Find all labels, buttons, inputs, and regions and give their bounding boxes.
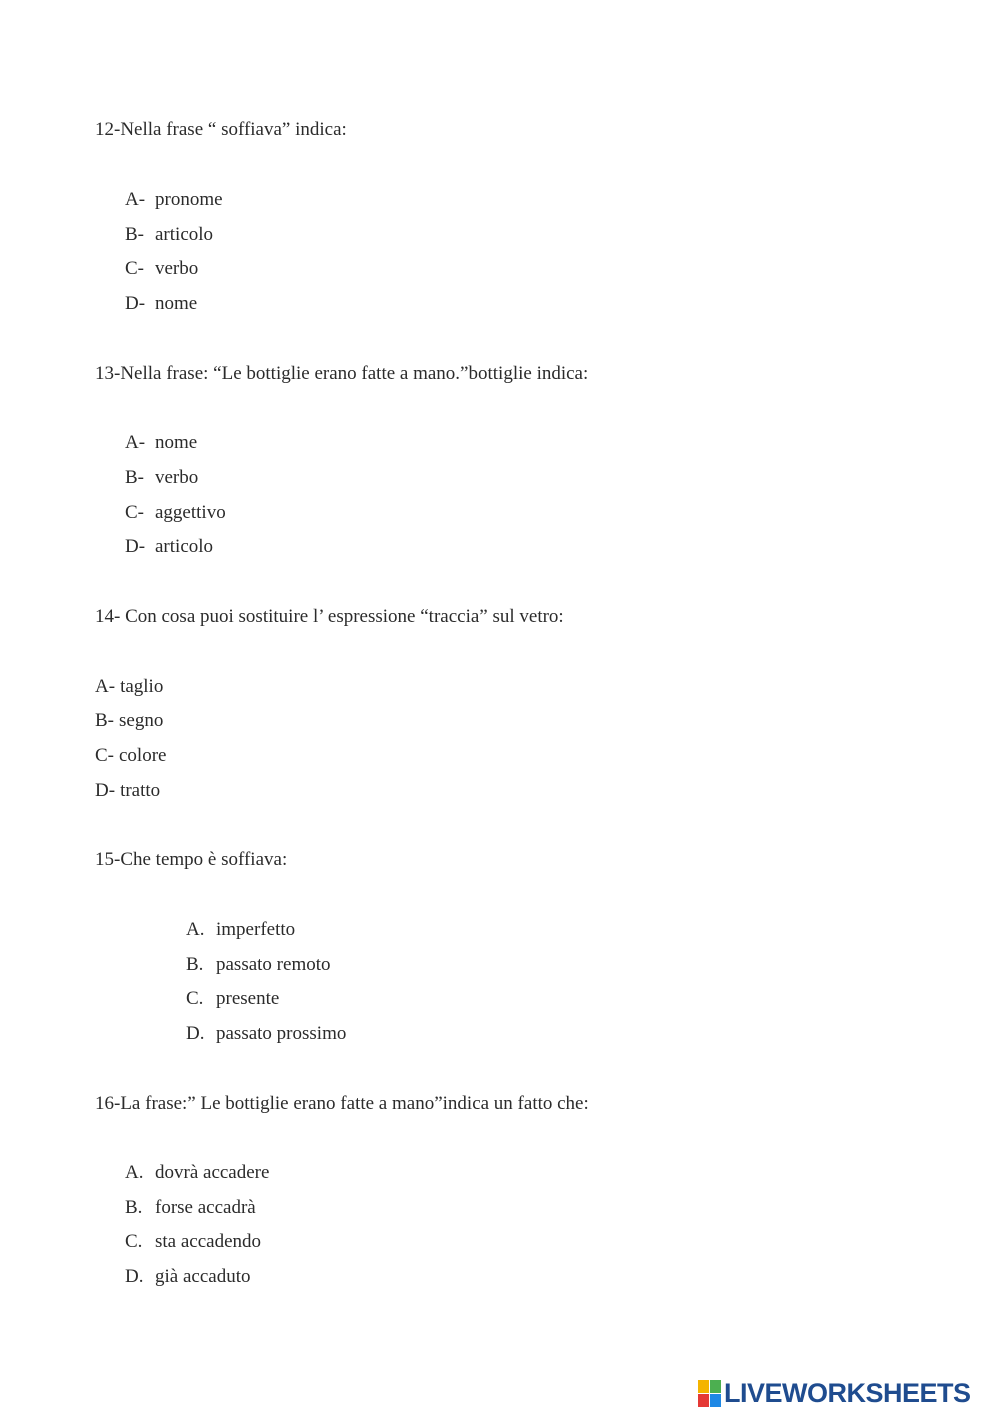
- question-12-option-d[interactable]: [125, 292, 197, 316]
- liveworksheets-logo-icon: [698, 1379, 722, 1407]
- option-letter: B-: [95, 710, 114, 731]
- option-text: colore: [119, 745, 167, 766]
- option-text: verbo: [155, 467, 199, 488]
- option-letter: D.: [186, 1023, 205, 1044]
- question-16-prompt: 16-La frase:” Le bottiglie erano fatte a mano”indica un fatto che:: [95, 1093, 589, 1114]
- liveworksheets-logo-text: LIVEWORKSHEETS: [724, 1378, 971, 1408]
- logo-square-green: [710, 1380, 721, 1393]
- question-15-option-c[interactable]: [186, 987, 279, 1011]
- option-letter: C-: [95, 745, 114, 766]
- question-13-option-c[interactable]: [125, 501, 226, 525]
- option-letter: A.: [125, 1162, 144, 1183]
- question-13-option-a[interactable]: [125, 431, 197, 455]
- option-letter: A.: [186, 919, 205, 940]
- option-text: forse accadrà: [155, 1197, 256, 1218]
- question-13-prompt: 13-Nella frase: “Le bottiglie erano fatte a mano.”bottiglie indica:: [95, 363, 589, 384]
- liveworksheets-logo[interactable]: [698, 1378, 971, 1408]
- question-14-option-c[interactable]: [95, 744, 166, 768]
- question-15-option-b[interactable]: [186, 953, 331, 977]
- option-text: sta accadendo: [155, 1231, 262, 1252]
- option-text: tratto: [120, 780, 161, 801]
- option-letter: D.: [125, 1266, 144, 1287]
- question-12-option-a[interactable]: [125, 188, 223, 212]
- question-14-option-b[interactable]: [95, 709, 163, 733]
- question-16-option-a[interactable]: [125, 1161, 269, 1185]
- question-12-option-c[interactable]: [125, 257, 198, 281]
- question-16-option-c[interactable]: [125, 1230, 261, 1254]
- option-letter: C-: [125, 502, 144, 523]
- question-16-option-b[interactable]: [125, 1196, 256, 1220]
- option-letter: D-: [95, 780, 116, 801]
- logo-square-blue: [710, 1394, 721, 1407]
- option-text: dovrà accadere: [155, 1162, 270, 1183]
- question-13-option-b[interactable]: [125, 466, 198, 490]
- question-16-option-d[interactable]: [125, 1265, 250, 1289]
- logo-square-yellow: [698, 1380, 709, 1393]
- option-text: già accaduto: [155, 1266, 251, 1287]
- option-letter: D-: [125, 536, 146, 557]
- question-14-option-a[interactable]: [95, 675, 163, 699]
- option-text: verbo: [155, 258, 199, 279]
- question-14-option-d[interactable]: [95, 779, 160, 803]
- option-text: passato prossimo: [216, 1023, 347, 1044]
- option-letter: A-: [125, 432, 146, 453]
- option-letter: D-: [125, 293, 146, 314]
- option-text: imperfetto: [216, 919, 296, 940]
- option-text: nome: [155, 432, 198, 453]
- question-15-option-a[interactable]: [186, 918, 295, 942]
- question-12-option-b[interactable]: [125, 223, 213, 247]
- option-text: taglio: [120, 676, 164, 697]
- question-12-prompt: 12-Nella frase “ soffiava” indica:: [95, 119, 347, 140]
- option-text: passato remoto: [216, 954, 331, 975]
- option-text: pronome: [155, 189, 223, 210]
- option-letter: C.: [125, 1231, 143, 1252]
- option-letter: C.: [186, 988, 204, 1009]
- question-15-option-d[interactable]: [186, 1022, 346, 1046]
- option-text: articolo: [155, 224, 214, 245]
- option-letter: B.: [186, 954, 204, 975]
- option-letter: A-: [95, 676, 116, 697]
- question-14-prompt: 14- Con cosa puoi sostituire l’ espressione “traccia” sul vetro:: [95, 606, 564, 627]
- option-letter: A-: [125, 189, 146, 210]
- option-text: aggettivo: [155, 502, 226, 523]
- logo-square-red: [698, 1394, 709, 1407]
- option-text: articolo: [155, 536, 214, 557]
- option-letter: B-: [125, 224, 144, 245]
- question-13-option-d[interactable]: [125, 535, 213, 559]
- option-text: nome: [155, 293, 198, 314]
- option-text: segno: [119, 710, 164, 731]
- option-letter: C-: [125, 258, 144, 279]
- option-letter: B-: [125, 467, 144, 488]
- question-15-prompt: 15-Che tempo è soffiava:: [95, 849, 288, 870]
- option-text: presente: [216, 988, 280, 1009]
- option-letter: B.: [125, 1197, 143, 1218]
